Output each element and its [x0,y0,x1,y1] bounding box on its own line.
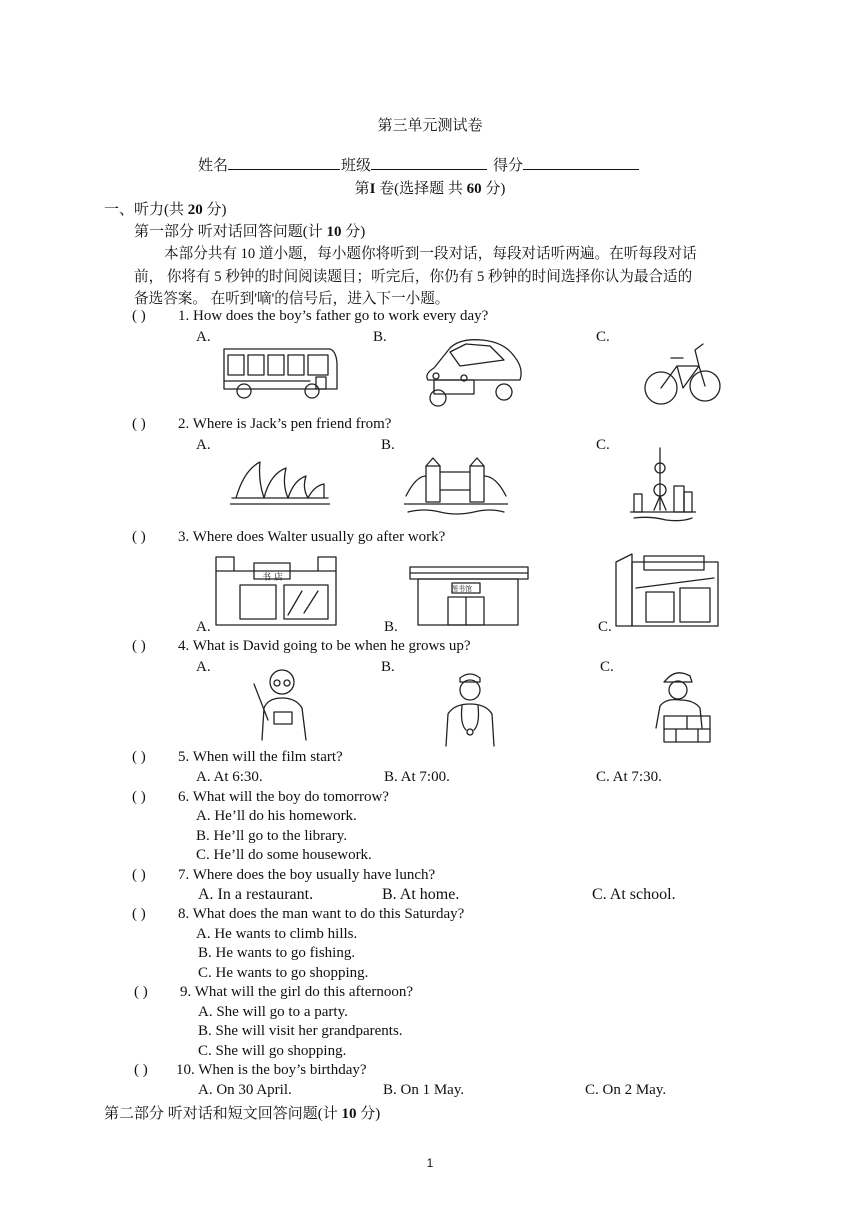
q8-option-a[interactable]: A. He wants to climb hills. [196,926,358,942]
subsection-2-heading: 第二部分 听对话和短文回答问题(计 10 分) [104,1106,381,1122]
teacher-icon [248,664,314,742]
q4-option-c[interactable]: C. [600,659,614,675]
q3-option-b[interactable]: B. [384,619,398,635]
section-listening-heading: 一、听力(共 20 分) [104,202,227,218]
name-blank[interactable] [228,155,340,170]
subsection-1-heading: 第一部分 听对话回答问题(计 10 分) [134,224,366,240]
q6-option-c[interactable]: C. He’ll do some housework. [196,847,372,863]
q8-option-b[interactable]: B. He wants to go fishing. [198,945,356,961]
library-sign: 图书馆 [451,585,472,593]
bookstore-sign: 书 店 [262,573,283,583]
answer-blank-6[interactable]: ( ) [132,789,146,805]
q10-option-c[interactable]: C. On 2 May. [585,1082,667,1098]
q3-option-a[interactable]: A. [196,619,211,635]
answer-blank-1[interactable]: ( ) [132,308,146,324]
page-title: 第三单元测试卷 [377,118,483,134]
answer-blank-4[interactable]: ( ) [132,638,146,654]
page-number: 1 [426,1156,434,1170]
q7-option-c[interactable]: C. At school. [592,886,676,903]
answer-blank-8[interactable]: ( ) [132,906,146,922]
volume-title: 第I 卷(选择题 共 60 分) [354,181,506,197]
q2-option-b[interactable]: B. [381,437,395,453]
q10-option-b[interactable]: B. On 1 May. [383,1082,465,1098]
bicycle-icon [643,336,723,414]
name-field[interactable] [198,154,340,175]
question-10: 10. When is the boy’s birthday? [176,1062,367,1078]
name-label: 姓名 [198,158,229,174]
q9-option-c[interactable]: C. She will go shopping. [198,1043,347,1059]
q5-option-c[interactable]: C. At 7:30. [596,769,662,785]
answer-blank-7[interactable]: ( ) [132,867,146,883]
q2-option-c[interactable]: C. [596,437,610,453]
question-9: 9. What will the girl do this afternoon? [180,984,414,1000]
cinema-icon [614,552,720,630]
oriental-pearl-tower-icon [630,446,696,526]
q9-option-b[interactable]: B. She will visit her grandparents. [198,1023,403,1039]
question-7: 7. Where does the boy usually have lunch? [178,867,436,883]
question-4: 4. What is David going to be when he grows up? [178,638,471,654]
class-blank[interactable] [371,155,487,170]
q6-option-b[interactable]: B. He’ll go to the library. [196,828,348,844]
answer-blank-5[interactable]: ( ) [132,749,146,765]
tower-bridge-icon [404,456,508,520]
instruction-line-1: 本部分共有 10 道小题，每小题你将听到一段对话，每段对话听两遍。在听每段对话 [164,246,697,262]
q2-option-a[interactable]: A. [196,437,211,453]
q8-option-c[interactable]: C. He wants to go shopping. [198,965,369,981]
score-label: 得分 [493,158,524,174]
answer-blank-2[interactable]: ( ) [132,416,146,432]
class-field[interactable] [341,154,487,175]
sydney-opera-house-icon [230,456,330,508]
q7-option-b[interactable]: B. At home. [382,886,460,903]
q10-option-a[interactable]: A. On 30 April. [198,1082,292,1098]
q4-option-a[interactable]: A. [196,659,211,675]
class-label: 班级 [341,158,372,174]
car-icon [420,334,526,410]
instruction-line-2: 前， 你将有 5 秒钟的时间阅读题目；听完后，你仍有 5 秒钟的时间选择你认为最合适的 [134,269,693,285]
worker-icon [650,666,714,744]
q9-option-a[interactable]: A. She will go to a party. [198,1004,348,1020]
score-blank[interactable] [523,155,639,170]
doctor-icon [440,668,500,748]
q5-option-b[interactable]: B. At 7:00. [384,769,450,785]
instruction-line-3: 备选答案。 在听到'嘀'的信号后，进入下一小题。 [134,291,450,307]
q4-option-b[interactable]: B. [381,659,395,675]
answer-blank-10[interactable]: ( ) [134,1062,148,1078]
score-field[interactable] [493,154,639,175]
q3-option-c[interactable]: C. [598,619,612,635]
q1-option-a[interactable]: A. [196,329,211,345]
bus-icon [220,343,340,401]
bookstore-icon [214,551,338,627]
answer-blank-9[interactable]: ( ) [134,984,148,1000]
q5-option-a[interactable]: A. At 6:30. [196,769,263,785]
q7-option-a[interactable]: A. In a restaurant. [198,886,314,903]
question-1: 1. How does the boy’s father go to work every day? [178,308,489,324]
question-8: 8. What does the man want to do this Saturday? [178,906,465,922]
answer-blank-3[interactable]: ( ) [132,529,146,545]
question-2: 2. Where is Jack’s pen friend from? [178,416,392,432]
question-3: 3. Where does Walter usually go after work? [178,529,446,545]
q1-option-b[interactable]: B. [373,329,387,345]
question-6: 6. What will the boy do tomorrow? [178,789,389,805]
q6-option-a[interactable]: A. He’ll do his homework. [196,808,357,824]
q1-option-c[interactable]: C. [596,329,610,345]
question-5: 5. When will the film start? [178,749,343,765]
